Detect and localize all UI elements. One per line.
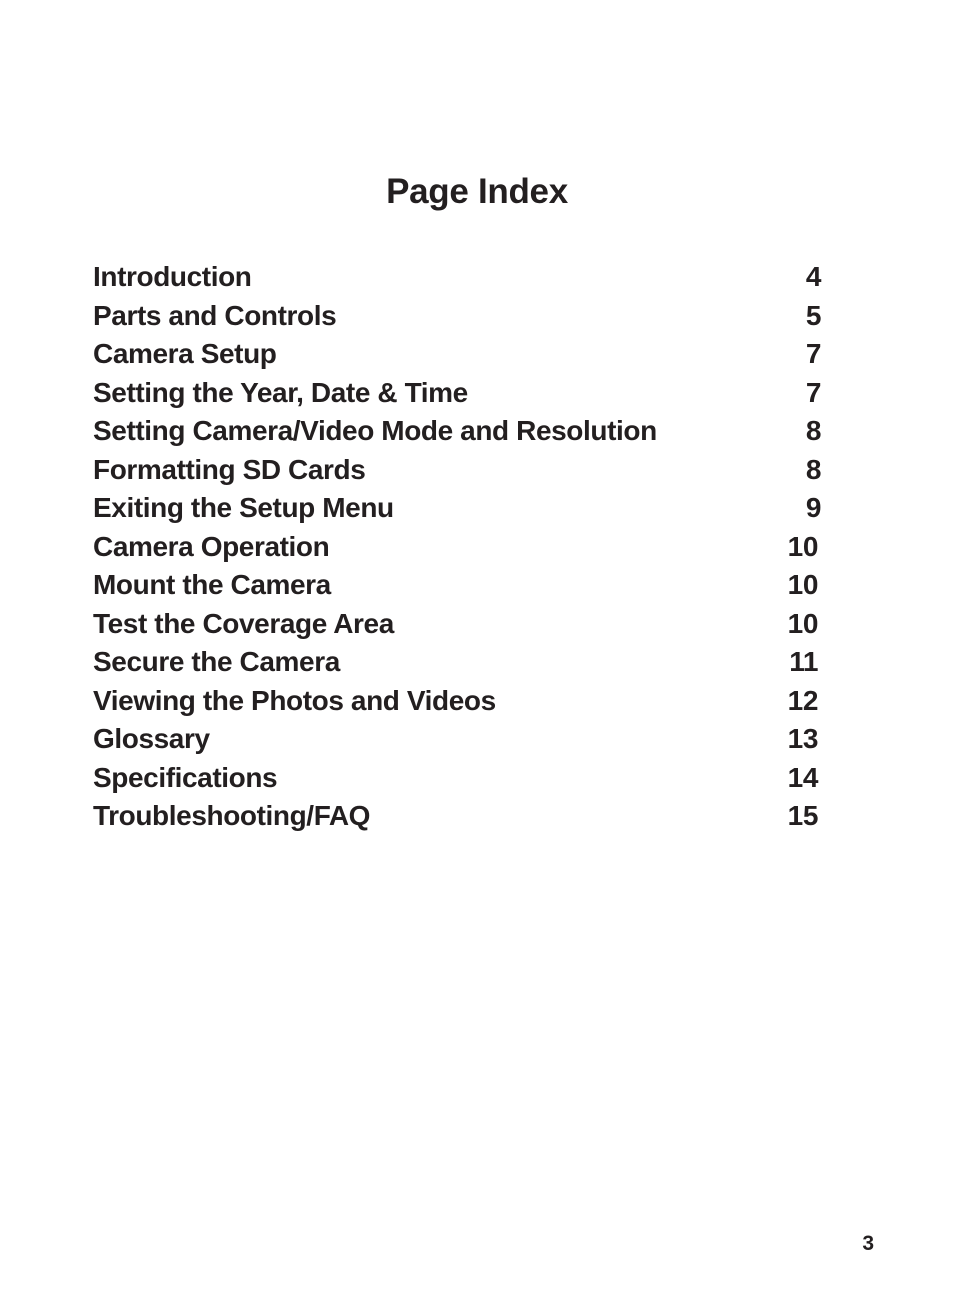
- toc-entry-label: Specifications: [93, 761, 278, 793]
- toc-entry-page: 15: [787, 800, 818, 831]
- toc-entry-page: 7: [805, 376, 821, 408]
- toc-entry-label: Viewing the Photos and Videos: [93, 684, 496, 716]
- toc-entry-label: Camera Setup: [93, 338, 277, 369]
- toc-entry-glossary[interactable]: [93, 720, 821, 759]
- toc-entry-setting-year-date-time[interactable]: [93, 374, 821, 413]
- toc-entry-label: Glossary: [93, 723, 210, 754]
- page-title: Page Index: [386, 172, 568, 211]
- toc-entry-label: Introduction: [93, 261, 252, 292]
- toc-entry-label: Secure the Camera: [93, 646, 340, 677]
- toc-entry-page: 8: [805, 415, 821, 446]
- toc-entry-parts-and-controls[interactable]: [93, 297, 821, 336]
- toc-entry-label: Mount the Camera: [93, 569, 331, 600]
- toc-entry-page: 8: [805, 453, 821, 485]
- toc-entry-secure-the-camera[interactable]: [93, 643, 821, 682]
- toc-entry-label: Test the Coverage Area: [93, 607, 394, 639]
- toc-entry-label: Troubleshooting/FAQ: [93, 800, 371, 831]
- toc-entry-page: 10: [787, 607, 818, 639]
- toc-entry-camera-setup[interactable]: [93, 335, 821, 374]
- table-of-contents: [93, 258, 821, 836]
- page-number: 3: [862, 1232, 874, 1255]
- toc-entry-label: Formatting SD Cards: [93, 453, 366, 485]
- toc-entry-specifications[interactable]: [93, 759, 821, 798]
- toc-entry-exiting-setup-menu[interactable]: [93, 489, 821, 528]
- toc-entry-formatting-sd-cards[interactable]: [93, 451, 821, 490]
- toc-entry-label: Setting the Year, Date & Time: [93, 376, 468, 408]
- toc-entry-page: 14: [787, 761, 818, 793]
- toc-entry-page: 12: [787, 684, 818, 716]
- toc-entry-label: Setting Camera/Video Mode and Resolution: [93, 415, 657, 446]
- toc-entry-page: 9: [805, 492, 821, 523]
- toc-entry-mount-the-camera[interactable]: [93, 566, 821, 605]
- toc-entry-label: Parts and Controls: [93, 299, 337, 331]
- toc-entry-label: Camera Operation: [93, 530, 330, 562]
- toc-entry-page: 10: [787, 530, 818, 562]
- toc-entry-page: 4: [805, 261, 821, 292]
- toc-entry-test-coverage-area[interactable]: [93, 605, 821, 644]
- toc-entry-viewing-photos-videos[interactable]: [93, 682, 821, 721]
- toc-entry-camera-operation[interactable]: [93, 528, 821, 567]
- toc-entry-page: 5: [805, 299, 821, 331]
- toc-entry-setting-camera-video-mode[interactable]: [93, 412, 821, 451]
- toc-entry-page: 7: [805, 338, 821, 369]
- toc-entry-introduction[interactable]: [93, 258, 821, 297]
- toc-entry-label: Exiting the Setup Menu: [93, 492, 394, 523]
- toc-entry-page: 10: [787, 569, 818, 600]
- toc-entry-troubleshooting-faq[interactable]: [93, 797, 821, 836]
- toc-entry-page: 13: [787, 723, 818, 754]
- toc-entry-page: 11: [789, 646, 818, 677]
